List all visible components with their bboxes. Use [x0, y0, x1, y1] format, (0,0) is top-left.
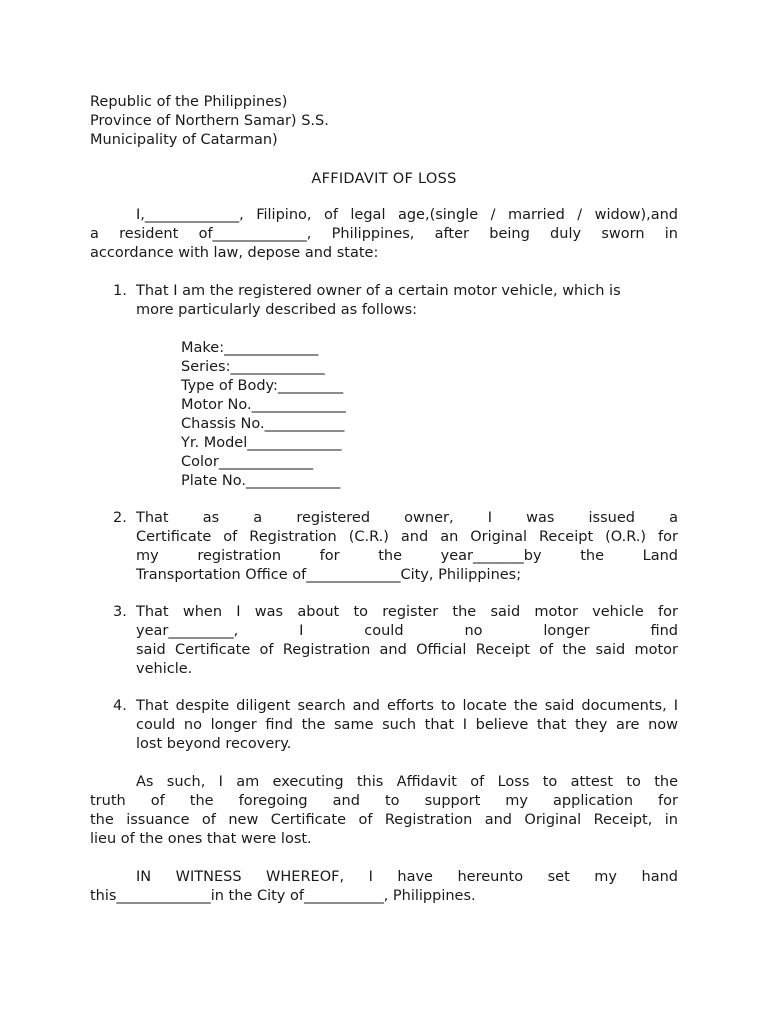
item-4-line-3: lost beyond recovery.	[136, 736, 292, 752]
witness-line-1: IN WITNESS WHEREOF, I have hereunto set my hand	[136, 869, 678, 885]
field-color: Color_____________	[181, 454, 314, 470]
item-3-number: 3.	[113, 604, 127, 620]
intro-line-2: a resident of_____________, Philippines, after being duly sworn in	[90, 226, 678, 242]
field-make: Make:_____________	[181, 340, 319, 356]
header-municipality: Municipality of Catarman)	[90, 132, 278, 148]
such-line-2: truth of the foregoing and to support my application for	[90, 793, 678, 809]
item-2-line-4: Transportation Office of_____________City, Philippines;	[136, 567, 522, 583]
field-motor-no: Motor No._____________	[181, 397, 346, 413]
item-1-line-1: That I am the registered owner of a certain motor vehicle, which is	[136, 283, 621, 299]
field-yr-model: Yr. Model_____________	[181, 435, 342, 451]
item-3-line-3: said Certificate of Registration and Official Receipt of the said motor	[136, 642, 678, 658]
item-2-line-2: Certificate of Registration (C.R.) and an Original Receipt (O.R.) for	[136, 529, 678, 545]
item-4-line-2: could no longer find the same such that I believe that they are now	[136, 717, 678, 733]
item-3-line-4: vehicle.	[136, 661, 193, 677]
item-3-line-1: That when I was about to register the said motor vehicle for	[136, 604, 678, 620]
intro-line-1: I,_____________, Filipino, of legal age,(single / married / widow),and	[136, 207, 678, 223]
witness-line-2: this_____________in the City of___________, Philippines.	[90, 888, 476, 904]
item-2-line-3: my registration for the year_______by the Land	[136, 548, 678, 564]
item-1-number: 1.	[113, 283, 127, 299]
document-title: AFFIDAVIT OF LOSS	[311, 171, 457, 187]
field-series: Series:_____________	[181, 359, 325, 375]
intro-line-3: accordance with law, depose and state:	[90, 245, 379, 261]
field-type-of-body: Type of Body:_________	[181, 378, 344, 394]
field-plate-no: Plate No._____________	[181, 473, 341, 489]
item-4-line-1: That despite diligent search and efforts to locate the said documents, I	[136, 698, 678, 714]
item-2-number: 2.	[113, 510, 127, 526]
such-line-1: As such, I am executing this Affidavit of Loss to attest to the	[136, 774, 678, 790]
item-1-line-2: more particularly described as follows:	[136, 302, 418, 318]
header-province: Province of Northern Samar) S.S.	[90, 113, 329, 129]
item-3-line-2: year_________, I could no longer find	[136, 623, 678, 639]
header-republic: Republic of the Philippines)	[90, 94, 288, 110]
item-4-number: 4.	[113, 698, 127, 714]
item-2-line-1: That as a registered owner, I was issued a	[136, 510, 678, 526]
such-line-4: lieu of the ones that were lost.	[90, 831, 312, 847]
field-chassis-no: Chassis No.___________	[181, 416, 345, 432]
such-line-3: the issuance of new Certificate of Registration and Original Receipt, in	[90, 812, 678, 828]
